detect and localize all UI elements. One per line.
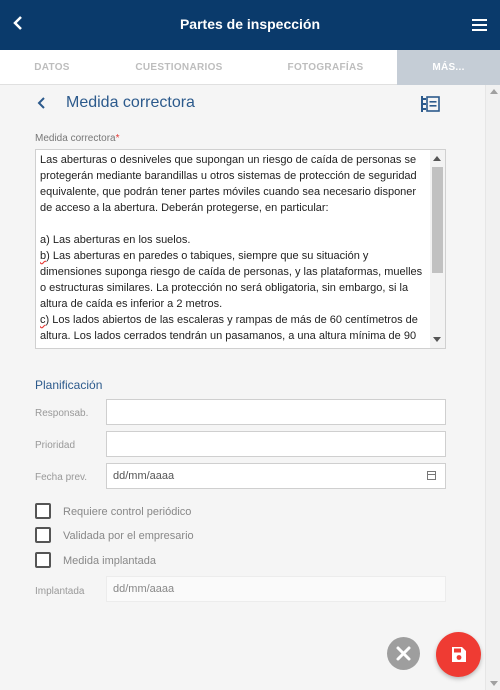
responsable-label: Responsab. [35, 408, 89, 419]
cancel-button[interactable] [387, 637, 420, 670]
tab-fotografias[interactable]: FOTOGRAFÍAS [287, 62, 364, 73]
planificacion-title: Planificación [35, 378, 103, 392]
fecha-prev-label: Fecha prev. [35, 472, 88, 483]
medida-label: Medida correctora* [35, 133, 120, 144]
hamburger-menu-icon[interactable] [472, 19, 487, 31]
required-mark: * [115, 133, 120, 144]
prioridad-label: Prioridad [35, 440, 76, 451]
scroll-up-icon[interactable] [433, 156, 441, 161]
medida-implantada-label: Medida implantada [63, 555, 156, 567]
tab-bar [0, 50, 500, 85]
textarea-scrollbar[interactable] [430, 150, 445, 348]
close-icon [387, 637, 420, 670]
medida-text: Las aberturas o desniveles que supongan un riesgo de caída de personas se protegerán mediante barandillas u otros sistemas de protección de seguridad equivalente, que podrán tener partes móviles cuando sea necesario disponer de acceso a la abertura. Deberán protegerse, en particular: a) Las aberturas en los suelos. b) Las aberturas en paredes o tabiques, siempre que su situación y dimensiones suponga riesgo de caída de personas, y las plataformas, muelles o estructuras similares. La protección no será obligatoria, sin embargo, si la altura de caída es inferior a 2 metros. c) Los lados abiertos de las escaleras y rampas de más de 60 centímetros de altura. Los lados cerrados tendrán un pasamanos, a una altura mínima de 90 [40, 154, 426, 342]
app-header [0, 0, 500, 50]
content-area [0, 85, 485, 690]
section-title: Medida correctora [66, 94, 195, 111]
save-icon [436, 632, 481, 677]
control-periodico-checkbox[interactable] [35, 503, 51, 519]
scroll-thumb[interactable] [432, 167, 443, 273]
medida-implantada-checkbox[interactable] [35, 552, 51, 568]
prioridad-input[interactable] [106, 431, 446, 457]
page-title: Partes de inspección [179, 16, 321, 32]
fecha-prev-input[interactable] [106, 463, 446, 489]
scroll-down-icon[interactable] [433, 337, 441, 342]
chevron-left-icon[interactable] [35, 93, 55, 119]
calendar-icon[interactable] [427, 471, 436, 480]
tab-mas[interactable]: MÁS... [397, 50, 500, 85]
validada-checkbox[interactable] [35, 527, 51, 543]
control-periodico-label: Requiere control periódico [63, 506, 192, 518]
save-button[interactable] [436, 632, 481, 677]
tab-datos[interactable]: DATOS [34, 62, 70, 73]
page-scrollbar[interactable] [485, 85, 500, 690]
fecha-prev-value: dd/mm/aaaa [113, 470, 175, 482]
tab-cuestionarios[interactable]: CUESTIONARIOS [135, 62, 223, 73]
responsable-input[interactable] [106, 399, 446, 425]
scroll-down-icon[interactable] [490, 681, 498, 686]
medida-textarea[interactable] [35, 149, 446, 349]
scroll-up-icon[interactable] [490, 89, 498, 94]
list-icon[interactable] [420, 95, 440, 113]
implantada-input: dd/mm/aaaa [106, 576, 446, 602]
validada-label: Validada por el empresario [63, 530, 194, 542]
implantada-label: Implantada [35, 586, 85, 597]
